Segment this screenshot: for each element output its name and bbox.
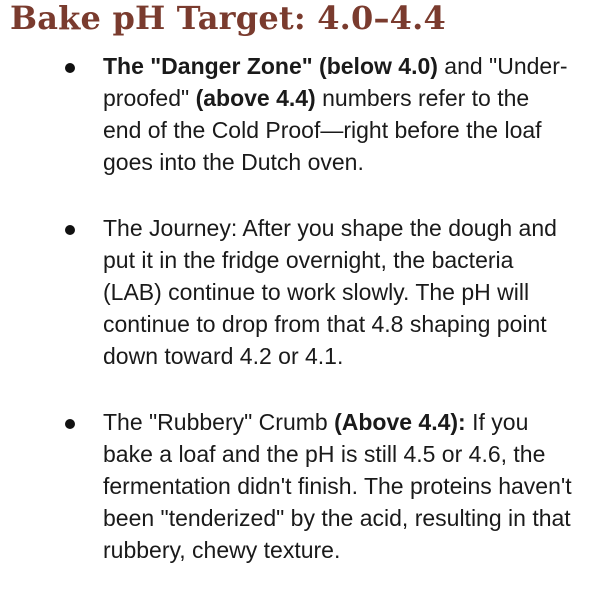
bullet-item-danger-zone [10, 50, 600, 178]
bullet-text-plain: and "Under-proofed" [103, 53, 568, 111]
bullet-item-journey [10, 212, 600, 372]
bullet-text [103, 50, 572, 178]
bullet-text-plain: The Journey: After you shape the dough and put it in the fridge overnight, the bacteria (LAB) continue to work slowly. The pH will continue to drop from that 4.8 shaping point down toward 4.2 or 4.1. [103, 215, 557, 369]
page-heading: Bake pH Target: 4.0–4.4 [10, 0, 446, 37]
bullet-text [103, 406, 572, 566]
bullet-text [103, 212, 572, 372]
bullet-text-plain: The "Rubbery" Crumb [103, 409, 335, 435]
bullet-item-rubbery-crumb [10, 406, 600, 566]
bullet-dot-icon [65, 225, 75, 235]
bullet-text-bold: (above 4.4) [195, 85, 316, 111]
bullet-text-bold: The "Danger Zone" (below 4.0) [103, 53, 438, 79]
bullet-dot-icon [65, 63, 75, 73]
bullet-dot-icon [65, 419, 75, 429]
bullet-text-bold: (Above 4.4): [334, 409, 466, 435]
bullet-text-plain: If you bake a loaf and the pH is still 4.5 or 4.6, the fermentation didn't finish. The proteins haven't been "tenderized" by the acid, resulting in that rubbery, chewy texture. [103, 409, 572, 563]
bullet-text-plain: numbers refer to the end of the Cold Proof—right before the loaf goes into the Dutch oven. [103, 85, 542, 175]
bullet-list [10, 50, 600, 566]
